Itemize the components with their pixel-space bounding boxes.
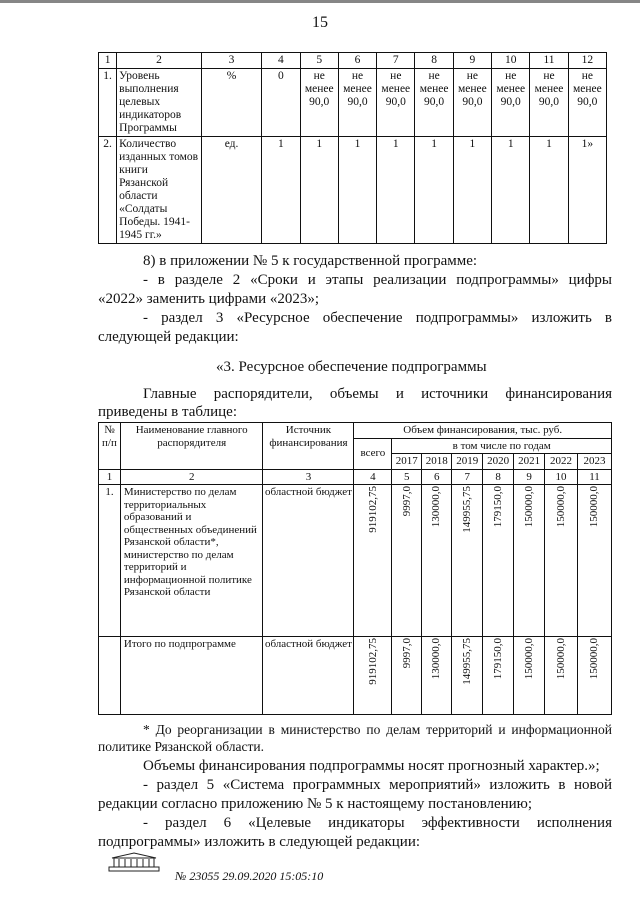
year-value: 179150,0: [491, 638, 504, 680]
table-row: [99, 69, 607, 137]
value-cell: 1: [415, 137, 453, 244]
unit-cell: %: [201, 69, 261, 137]
paragraph-section2: - в разделе 2 «Сроки и этапы реализации подпрограммы» цифры: [143, 272, 612, 288]
footnote-cont: политике Рязанской области.: [98, 739, 264, 754]
year-header: 2020: [483, 454, 514, 470]
page-number: 15: [312, 14, 328, 31]
value-cell: 1: [377, 137, 415, 244]
paragraph-section5: - раздел 5 «Система программных мероприятий» изложить в новой: [143, 777, 612, 793]
paragraph-section6: - раздел 6 «Целевые индикаторы эффективности исполнения: [143, 815, 612, 831]
column-number: 12: [568, 53, 606, 69]
column-number: 8: [415, 53, 453, 69]
column-number: 2: [117, 53, 202, 69]
column-number: 3: [263, 469, 354, 485]
paragraph-section5-cont: редакции согласно приложению № 5 к настоящему постановлению;: [98, 796, 533, 812]
header-years-group: в том числе по годам: [392, 438, 612, 454]
value-cell: 1: [453, 137, 491, 244]
scan-edge: [0, 0, 640, 3]
column-number: 7: [377, 53, 415, 69]
funding-table: [98, 422, 612, 715]
column-number: 1: [99, 53, 117, 69]
year-header: 2022: [545, 454, 578, 470]
column-number: 11: [578, 469, 612, 485]
value-cell: не менее 90,0: [492, 69, 530, 137]
value-cell: не менее 90,0: [300, 69, 338, 137]
table-row-total: [99, 637, 612, 715]
total-value: 919102,75: [366, 638, 379, 685]
row-number: 1.: [99, 485, 121, 637]
value-cell: не менее 90,0: [377, 69, 415, 137]
paragraph-section3-cont: следующей редакции:: [98, 329, 239, 345]
column-number: 5: [300, 53, 338, 69]
column-number: 6: [422, 469, 452, 485]
year-value: 150000,0: [522, 486, 535, 528]
registration-number: № 23055 29.09.2020 15:05:10: [175, 869, 324, 883]
total-label: Итого по подпрограмме: [120, 637, 263, 715]
value-cell: 1»: [568, 137, 606, 244]
table-header-row: [99, 53, 607, 69]
column-number: 10: [492, 53, 530, 69]
column-number: 4: [262, 53, 300, 69]
total-value: 919102,75: [366, 486, 379, 533]
source-cell: областной бюджет: [263, 485, 354, 637]
column-number: 7: [452, 469, 483, 485]
column-number: 1: [99, 469, 121, 485]
year-header: 2019: [452, 454, 483, 470]
year-header: 2023: [578, 454, 612, 470]
year-value: 130000,0: [430, 638, 443, 680]
column-number: 4: [354, 469, 392, 485]
base-value: 0: [262, 69, 300, 137]
column-number: 5: [392, 469, 422, 485]
header-name: Наименование главного распорядителя: [120, 423, 263, 470]
paragraph-forecast: Объемы финансирования подпрограммы носят прогнозный характер.»;: [143, 758, 600, 774]
office-stamp-icon: [108, 852, 160, 872]
year-value: 150000,0: [522, 638, 535, 680]
indicator-name: Уровень выполнения целевых индикаторов Программы: [117, 69, 202, 137]
source-cell: областной бюджет: [263, 637, 354, 715]
value-cell: не менее 90,0: [415, 69, 453, 137]
footnote: * До реорганизации в министерство по делам территорий и информационной: [143, 722, 612, 737]
column-number: 9: [453, 53, 491, 69]
row-number: 2.: [99, 137, 117, 244]
year-header: 2017: [392, 454, 422, 470]
value-cell: не менее 90,0: [453, 69, 491, 137]
year-value: 150000,0: [588, 638, 601, 680]
distributor-name: Министерство по делам территориальных образований и общественных объединений Рязанской области*, министерство по делам территорий и информационной политике Рязанской области: [120, 485, 263, 637]
indicator-name: Количество изданных томов книги Рязанской области «Солдаты Победы. 1941-1945 гг.»: [117, 137, 202, 244]
value-cell: 1: [492, 137, 530, 244]
column-number: 3: [201, 53, 261, 69]
year-value: 9997,0: [400, 486, 413, 517]
year-header: 2021: [514, 454, 545, 470]
column-number: 10: [545, 469, 578, 485]
header-num: № п/п: [99, 423, 121, 470]
year-value: 9997,0: [400, 638, 413, 669]
value-cell: не менее 90,0: [530, 69, 568, 137]
year-value: 150000,0: [554, 486, 567, 528]
paragraph-funding-cont: приведены в таблице:: [98, 404, 238, 420]
header-total: всего: [354, 438, 392, 469]
column-number: 9: [514, 469, 545, 485]
year-value: 150000,0: [588, 486, 601, 528]
base-value: 1: [262, 137, 300, 244]
year-value: 130000,0: [430, 486, 443, 528]
column-number: 8: [483, 469, 514, 485]
paragraph-appendix5: 8) в приложении № 5 к государственной программе:: [143, 253, 478, 269]
table-row: [99, 485, 612, 637]
table-row: [99, 137, 607, 244]
value-cell: 1: [530, 137, 568, 244]
value-cell: не менее 90,0: [568, 69, 606, 137]
column-number: 2: [120, 469, 263, 485]
header-source: Источник финансирования: [263, 423, 354, 470]
paragraph-section3: - раздел 3 «Ресурсное обеспечение подпрограммы» изложить в: [143, 310, 612, 326]
column-number: 11: [530, 53, 568, 69]
value-cell: не менее 90,0: [338, 69, 376, 137]
year-value: 179150,0: [491, 486, 504, 528]
value-cell: 1: [300, 137, 338, 244]
column-number: 6: [338, 53, 376, 69]
year-value: 149955,75: [460, 638, 473, 685]
year-value: 149955,75: [460, 486, 473, 533]
paragraph-section6-cont: подпрограммы» изложить в следующей редакции:: [98, 834, 421, 850]
paragraph-funding: Главные распорядители, объемы и источники финансирования: [143, 386, 612, 402]
indicators-table: [98, 52, 607, 244]
unit-cell: ед.: [201, 137, 261, 244]
column-numbers-row: [99, 469, 612, 485]
header-volume: Объем финансирования, тыс. руб.: [354, 423, 612, 439]
year-value: 150000,0: [554, 638, 567, 680]
value-cell: 1: [338, 137, 376, 244]
year-header: 2018: [422, 454, 452, 470]
paragraph-section2-cont: «2022» заменить цифрами «2023»;: [98, 291, 320, 307]
row-number: 1.: [99, 69, 117, 137]
section-heading: «3. Ресурсное обеспечение подпрограммы: [216, 359, 487, 375]
